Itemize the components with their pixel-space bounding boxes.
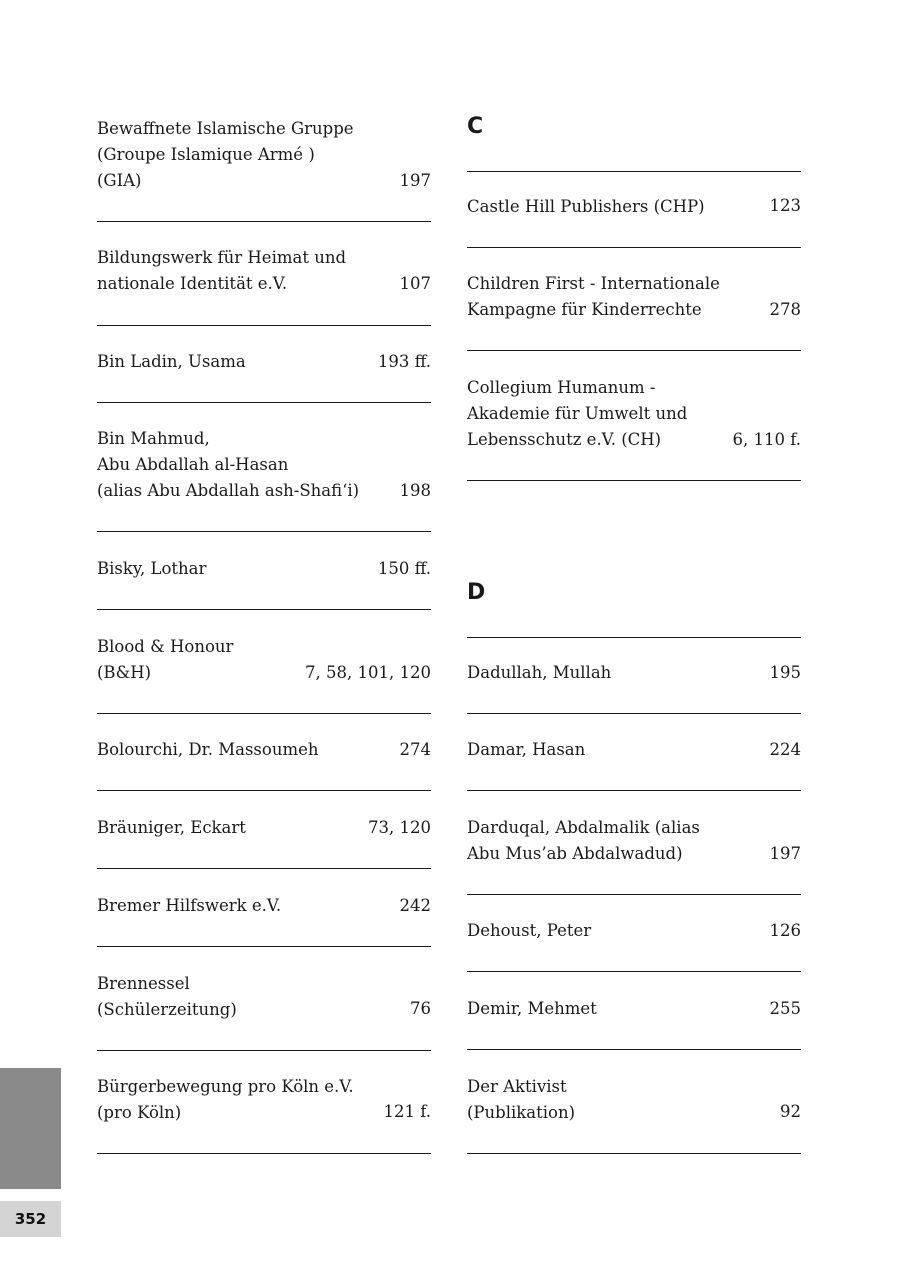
entry-name: Dehoust, Peter (467, 921, 592, 940)
index-entry (97, 245, 431, 326)
entry-page: 278 (769, 300, 801, 319)
entry-name: Der Aktivist (Publikation) (467, 1077, 576, 1122)
index-entry (97, 349, 431, 403)
entry-name: Damar, Hasan (467, 740, 586, 759)
entry-page: 274 (399, 740, 431, 759)
index-entry (97, 634, 431, 714)
section-letter: C (467, 114, 484, 139)
entry-page: 193 ff. (377, 352, 431, 371)
index-entry (97, 556, 431, 610)
section-letter: D (467, 580, 486, 605)
index-entry (97, 893, 431, 947)
entry-name: Darduqal, Abdalmalik (alias Abu Mus’ab Abdalwadud) (467, 818, 700, 863)
entry-page: 126 (769, 921, 801, 940)
section-rule (467, 171, 801, 172)
index-entry (467, 194, 801, 248)
index-entry (97, 971, 431, 1051)
index-entry (467, 996, 801, 1050)
entry-name: Bisky, Lothar (97, 559, 207, 578)
entry-page: 7, 58, 101, 120 (305, 663, 431, 682)
entry-page: 107 (399, 274, 431, 293)
page-number: 352 (0, 1201, 61, 1237)
index-entry (467, 815, 801, 895)
index-entry (97, 1074, 431, 1154)
index-entry (467, 737, 801, 791)
entry-page: 242 (399, 896, 431, 915)
entry-page: 195 (769, 663, 801, 682)
entry-page: 76 (410, 999, 431, 1018)
entry-page: 255 (769, 999, 801, 1018)
entry-page: 123 (769, 196, 801, 215)
entry-page: 6, 110 f. (732, 430, 801, 449)
entry-name: Bildungswerk für Heimat und nationale Identität e.V. (97, 248, 347, 293)
entry-name: Castle Hill Publishers (CHP) (467, 197, 705, 216)
index-entry (467, 1074, 801, 1154)
entry-name: Children First - Internationale Kampagne für Kinderrechte (467, 274, 720, 319)
index-entry (467, 660, 801, 714)
entry-name: Bolourchi, Dr. Massoumeh (97, 740, 319, 759)
entry-name: Bremer Hilfswerk e.V. (97, 896, 282, 915)
entry-page: 150 ff. (377, 559, 431, 578)
index-entry (467, 271, 801, 351)
entry-page: 92 (780, 1102, 801, 1121)
entry-page: 198 (399, 481, 431, 500)
index-entry (97, 737, 431, 791)
index-entry (467, 918, 801, 972)
entry-name: Bräuniger, Eckart (97, 818, 246, 837)
entry-name: Dadullah, Mullah (467, 663, 612, 682)
entry-name: Bin Mahmud, Abu Abdallah al-Hasan (alias Abu Abdallah ash-Shafi‘i) (97, 429, 360, 500)
entry-name: Bin Ladin, Usama (97, 352, 246, 371)
entry-name: Bewaffnete Islamische Gruppe (Groupe Islamique Armé ) (GIA) (97, 119, 354, 190)
entry-page: 121 f. (383, 1102, 431, 1121)
entry-name: Bürgerbewegung pro Köln e.V. (pro Köln) (97, 1077, 354, 1122)
index-entry (97, 426, 431, 532)
entry-page: 224 (769, 740, 801, 759)
entry-page: 197 (769, 844, 801, 863)
index-entry (97, 116, 431, 222)
entry-name: Demir, Mehmet (467, 999, 597, 1018)
entry-name: Brennessel (Schülerzeitung) (97, 974, 237, 1019)
entry-name: Blood & Honour (B&H) (97, 637, 234, 682)
entry-page: 73, 120 (368, 818, 431, 837)
entry-page: 197 (399, 171, 431, 190)
index-entry (467, 375, 801, 481)
index-entry (97, 815, 431, 869)
thumb-index-marker (0, 1068, 61, 1189)
section-rule (467, 637, 801, 638)
entry-name: Collegium Humanum - Akademie für Umwelt und Lebensschutz e.V. (CH) (467, 378, 688, 449)
